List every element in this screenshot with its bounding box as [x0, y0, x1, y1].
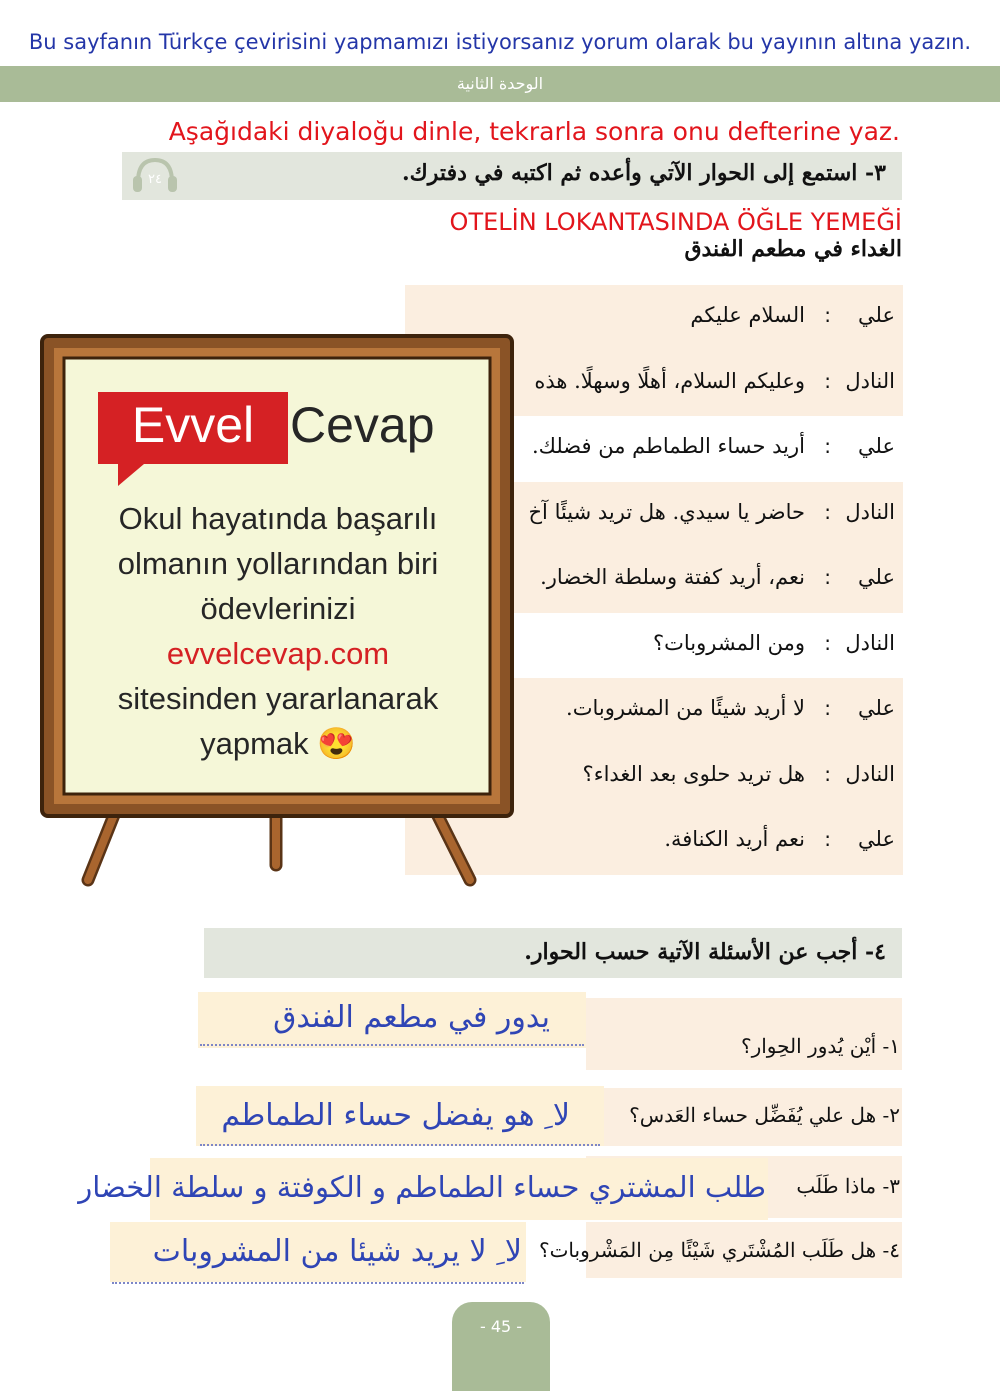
dialog-colon: : [824, 696, 831, 720]
dialog-line: أريد حساء الطماطم من فضلك. [531, 434, 805, 458]
dialog-speaker: علي [858, 827, 895, 851]
ad-website-link[interactable]: evvelcevap.com [166, 636, 390, 671]
dialog-speaker: النادل [845, 368, 895, 393]
answer-4[interactable]: لا ِ لا يريد شيئا من المشروبات [152, 1234, 522, 1269]
headphones-icon[interactable] [130, 156, 180, 196]
answer-3[interactable]: طلب المشتري حساء الطماطم و الكوفتة و سلطة الخضار [78, 1170, 766, 1204]
dialog-colon: : [824, 565, 831, 589]
dialog-line: وعليكم السلام، أهلًا وسهلًا. هذه [534, 368, 805, 393]
question-2: ٢- هل علي يُفَضِّل حساء العَدس؟ [629, 1103, 900, 1127]
dialog-colon: : [824, 434, 831, 458]
dialog-speaker: علي [858, 696, 895, 720]
answer-line [200, 1044, 584, 1046]
dialog-title-turkish: OTELİN LOKANTASINDA ÖĞLE YEMEĞİ [449, 208, 902, 236]
answer-2[interactable]: لا ِ هو يفضل حساء الطماطم [221, 1098, 570, 1133]
ad-line: yapmak [200, 726, 309, 761]
page-number: - 45 - [479, 1317, 523, 1336]
dialog-colon: : [824, 368, 831, 393]
dialog-speaker: النادل [845, 499, 895, 524]
top-note: Bu sayfanın Türkçe çevirisini yapmamızı istiyorsanız yorum olarak bu yayının altına yazın. [28, 30, 972, 54]
dialog-title-arabic: الغداء في مطعم الفندق [684, 236, 902, 262]
dialog-line: السلام عليكم [690, 303, 805, 327]
dialog-colon: : [824, 499, 831, 524]
exercise-3-text: ٣- استمع إلى الحوار الآتي وأعده ثم اكتبه في دفترك. [402, 160, 886, 186]
exercise-4-text: ٤- أجب عن الأسئلة الآتية حسب الحوار. [524, 939, 886, 965]
dialog-line: لا أريد شيئًا من المشروبات. [566, 696, 805, 720]
dialog-speaker: النادل [845, 761, 895, 786]
question-1: ١- أيْن يُدور الحِوار؟ [740, 1034, 900, 1058]
dialog-line: حاضر يا سيدي. هل تريد شيئًا آخ [528, 499, 805, 524]
answer-1[interactable]: يدور في مطعم الفندق [273, 1000, 550, 1035]
ad-line: Okul hayatında başarılı [118, 501, 438, 536]
ad-line: sitesinden yararlanarak [117, 681, 439, 716]
dialog-colon: : [824, 630, 831, 655]
audio-number: ٢٤ [148, 172, 162, 187]
ad-line: olmanın yollarından biri [117, 546, 439, 581]
dialog-line: نعم أريد الكنافة. [664, 827, 805, 851]
unit-title-bar: الوحدة الثانية [0, 66, 1000, 102]
dialog-speaker: النادل [845, 630, 895, 655]
ad-text [68, 496, 488, 766]
instruction-turkish: Aşağıdaki diyaloğu dinle, tekrarla sonra onu defterine yaz. [168, 117, 900, 146]
heart-eyes-emoji-icon: 😍 [317, 726, 356, 761]
ad-logo-evvel: Evvel [131, 397, 255, 453]
exercise-4-bar [204, 928, 902, 978]
exercise-3-bar [122, 152, 902, 200]
dialog-line: ومن المشروبات؟ [652, 630, 805, 655]
dialog-speaker: علي [858, 303, 895, 327]
answer-line [112, 1282, 524, 1284]
answer-line [200, 1144, 600, 1146]
dialog-line: هل تريد حلوى بعد الغداء؟ [582, 761, 805, 786]
question-4: ٤- هل طَلَب المُشْتَري شَيْئًا مِن المَشْروبات؟ [538, 1238, 900, 1262]
ad-logo-cevap: Cevap [290, 397, 435, 453]
page-number-tab [452, 1302, 550, 1391]
evvelcevap-ad-board[interactable] [28, 320, 528, 900]
dialog-colon: : [824, 827, 831, 851]
question-3: ٣- ماذا طَلَب [796, 1174, 900, 1198]
ad-line: ödevlerinizi [200, 591, 356, 626]
dialog-colon: : [824, 303, 831, 327]
dialog-line: نعم، أريد كفتة وسلطة الخضار. [540, 565, 805, 589]
dialog-speaker: علي [858, 434, 895, 458]
dialog-colon: : [824, 761, 831, 786]
dialog-speaker: علي [858, 565, 895, 589]
